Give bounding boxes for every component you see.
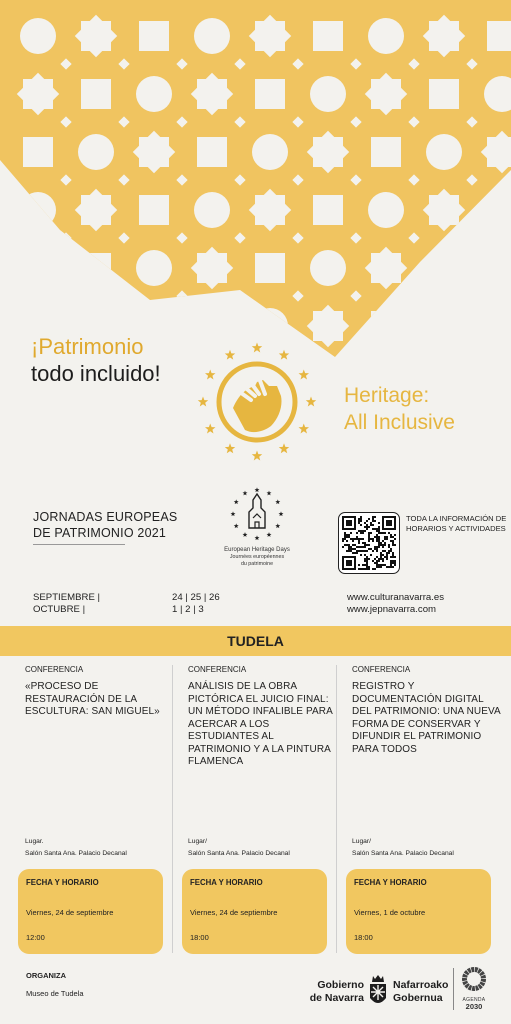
days-october: 1 | 2 | 3 [172, 604, 204, 615]
hand-emblem-icon [193, 342, 321, 470]
slogan-en-line1: Heritage: [344, 384, 430, 407]
slogan-english [344, 382, 455, 436]
dates-days [172, 592, 220, 616]
jep-title-line1: JORNADAS EUROPEAS [33, 510, 178, 524]
place-name: Salón Santa Ana. Palacio Decanal [25, 850, 127, 857]
gov-eu-line2: Gobernua [393, 992, 443, 1004]
agenda-year: 2030 [465, 1002, 483, 1011]
info-text: TODA LA INFORMACIÓN DE HORARIOS Y ACTIVIDADES [406, 514, 507, 533]
event-place [352, 836, 454, 860]
navarra-shield-icon [367, 974, 389, 1008]
slogan-es-line2: todo incluido! [31, 361, 161, 386]
place-name: Salón Santa Ana. Palacio Decanal [188, 850, 290, 857]
month-october: OCTUBRE | [33, 604, 86, 615]
slogan-es-line1: ¡Patrimonio [31, 334, 144, 359]
event-place [25, 836, 127, 860]
ehd-logo-line1: European Heritage Days [224, 547, 290, 553]
organiza-name: Museo de Tudela [26, 989, 84, 998]
agenda2030-logo [459, 966, 489, 1011]
event-title: ANÁLISIS DE LA OBRA PICTÓRICA EL JUICIO FINAL: UN MÉTODO INFALIBLE PARA ACERCAR A LOS ESTUDIANTES AL PATRIMONIO Y A LA PINTURA FLAMENCA [188, 681, 333, 767]
event-place [188, 836, 290, 860]
event-title: REGISTRO Y DOCUMENTACIÓN DIGITAL DEL PATRIMONIO: UNA NUEVA FORMA DE CONSERVAR Y DIFUNDIR EL PATRIMONIO PARA TODOS [352, 681, 501, 755]
dates-months [33, 592, 100, 616]
place-label: Lugar/ [352, 838, 371, 845]
jep-title-line2: DE PATRIMONIO 2021 [33, 526, 167, 540]
event-title: «PROCESO DE RESTAURACIÓN DE LA ESCULTURA: SAN MIGUEL» [25, 681, 160, 717]
slogan-en-line2: All Inclusive [344, 411, 455, 434]
place-label: Lugar/ [188, 838, 207, 845]
city-banner: TUDELA [0, 626, 511, 656]
qr-code[interactable] [338, 512, 400, 574]
month-september: SEPTIEMBRE | [33, 592, 100, 603]
schedule-card [18, 869, 163, 954]
place-name: Salón Santa Ana. Palacio Decanal [352, 850, 454, 857]
schedule-heading: FECHA Y HORARIO [26, 878, 99, 887]
days-september: 24 | 25 | 26 [172, 592, 220, 603]
schedule-date: Viernes, 24 de septiembre [26, 908, 114, 917]
column-divider [336, 665, 337, 953]
gov-es-line2: de Navarra [309, 992, 364, 1004]
event-type: CONFERENCIA [188, 665, 247, 674]
geometric-pattern [0, 0, 511, 360]
jep-title [33, 509, 177, 541]
schedule-date: Viernes, 24 de septiembre [190, 908, 278, 917]
schedule-card [346, 869, 491, 954]
ehd-logo [216, 484, 298, 568]
event-type: CONFERENCIA [25, 665, 84, 674]
organiza-label: ORGANIZA [26, 971, 66, 980]
gobierno-navarra-logo [308, 974, 448, 1008]
place-label: Lugar. [25, 838, 44, 845]
column-divider [172, 665, 173, 953]
ehd-logo-icon [227, 484, 287, 544]
divider [33, 544, 125, 545]
web-link-jep[interactable]: www.jepnavarra.com [347, 604, 437, 615]
schedule-card [182, 869, 327, 954]
slogan-spanish [31, 333, 161, 387]
agenda2030-icon [461, 966, 487, 992]
ehd-logo-line3: du patrimoine [240, 561, 274, 567]
ehd-logo-line2: Journées européennes [229, 554, 285, 560]
web-links [347, 592, 444, 616]
schedule-heading: FECHA Y HORARIO [354, 878, 427, 887]
schedule-date: Viernes, 1 de octubre [354, 908, 426, 917]
schedule-heading: FECHA Y HORARIO [190, 878, 263, 887]
schedule-time: 18:00 [354, 933, 373, 942]
schedule-time: 12:00 [26, 933, 45, 942]
event-type: CONFERENCIA [352, 665, 411, 674]
gov-eu-line1: Nafarroako [393, 979, 449, 991]
gov-es-line1: Gobierno [317, 979, 364, 991]
agenda-label: AGENDA [462, 997, 486, 1003]
web-link-cultura[interactable]: www.culturanavarra.es [347, 592, 445, 603]
schedule-time: 18:00 [190, 933, 209, 942]
divider [453, 968, 454, 1010]
